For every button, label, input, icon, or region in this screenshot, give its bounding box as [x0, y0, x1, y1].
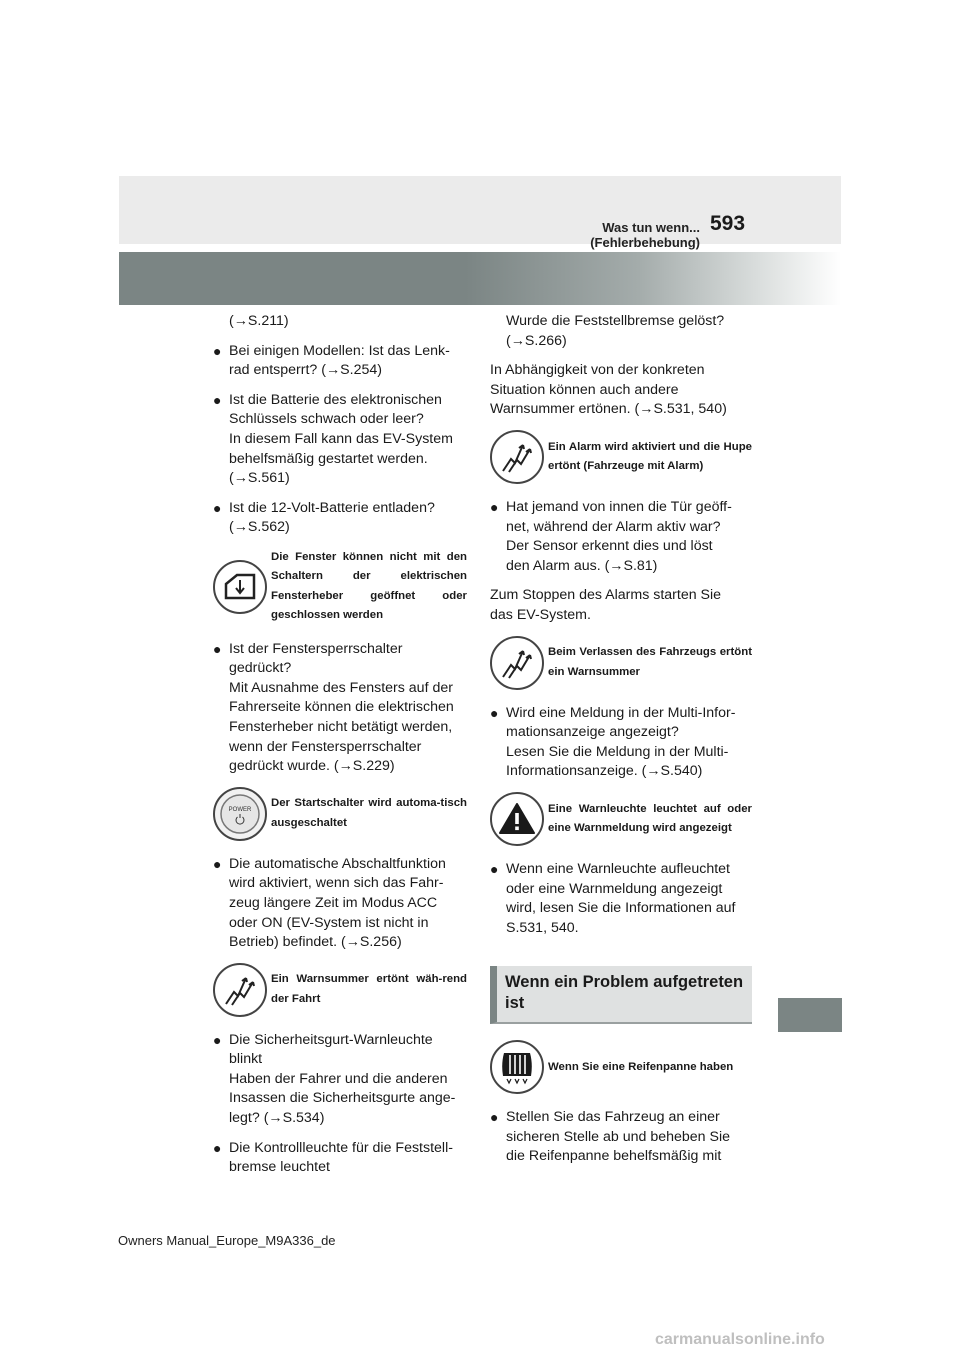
bullet-item: ● Bei einigen Modellen: Ist das Lenk- rad entsperrt? (→S.254) — [213, 342, 450, 379]
sound-wave-icon — [490, 636, 544, 690]
bullet-icon: ● — [490, 1109, 499, 1126]
bullet-icon: ● — [490, 704, 499, 721]
bullet-icon: ● — [213, 640, 222, 657]
bullet-icon: ● — [213, 1031, 222, 1048]
window-switch-icon — [213, 560, 267, 614]
bullet-icon: ● — [213, 855, 222, 872]
bullet-item: ● Ist die Batterie des elektronischen Schlüssels schwach oder leer? In diesem Fall kann das EV-System behelfsmäßig gestartet werden. (→S.561) — [213, 391, 453, 487]
bullet-icon: ● — [490, 860, 499, 877]
notice-flat-tire — [490, 1040, 752, 1094]
bullet-item: ● Die Kontrollleuchte für die Feststell- bremse leuchtet — [213, 1139, 453, 1176]
continued-text: Wurde die Feststellbremse gelöst? (→S.266) — [506, 313, 725, 349]
notice-warning-light — [490, 792, 752, 846]
power-button-icon — [213, 787, 267, 841]
sound-wave-icon — [490, 430, 544, 484]
notice-windows — [213, 548, 467, 626]
notice-text: Ein Alarm wird aktiviert und die Hupe ertönt (Fahrzeuge mit Alarm) — [548, 440, 752, 472]
flat-tire-icon — [490, 1040, 544, 1094]
bullet-item: ● Ist die 12-Volt-Batterie entladen? (→S.562) — [213, 499, 435, 536]
notice-alarm — [490, 430, 752, 484]
paragraph: In Abhängigkeit von der konkreten Situation können auch andere Warnsummer ertönen. (→S.531, 540) — [490, 362, 727, 418]
section-heading: Wenn ein Problem aufgetreten ist — [490, 966, 752, 1024]
notice-leaving-vehicle — [490, 636, 752, 690]
bullet-item: ● Wenn eine Warnleuchte aufleuchtet oder eine Warnmeldung angezeigt wird, lesen Sie die Informationen auf S.531, 540. — [490, 860, 736, 936]
notice-buzzer-driving — [213, 963, 467, 1017]
bullet-icon: ● — [213, 391, 222, 408]
watermark: carmanualsonline.info — [655, 1331, 825, 1348]
bullet-icon: ● — [213, 342, 222, 359]
paragraph: Zum Stoppen des Alarms starten Sie das EV-System. — [490, 587, 722, 623]
chapter-gradient-bar — [119, 252, 841, 305]
bullet-item: ● Ist der Fenstersperrschalter gedrückt? Mit Ausnahme des Fensters auf der Fahrerseite können die elektrischen Fensterheber nicht betätigt werden, wenn der Fenstersperrschalter gedrückt wurde. (→S.229) — [213, 640, 454, 775]
notice-text: Der Startschalter wird automa-tisch ausgeschaltet — [271, 797, 467, 829]
bullet-item: ● Hat jemand von innen die Tür geöff- net, während der Alarm aktiv war? Der Sensor erkennt dies und löst den Alarm aus. (→S.81) — [490, 498, 732, 574]
notice-text: Wenn Sie eine Reifenpanne haben — [548, 1060, 734, 1073]
chapter-tab — [778, 998, 842, 1032]
notice-text: Beim Verlassen des Fahrzeugs ertönt ein Warnsummer — [548, 646, 752, 678]
sound-wave-icon — [213, 963, 267, 1017]
page-number: 593 — [710, 212, 746, 235]
footer-manual-id: Owners Manual_Europe_M9A336_de — [118, 1233, 336, 1248]
bullet-item: ● Wird eine Meldung in der Multi-Infor- mationsanzeige angezeigt? Lesen Sie die Meldung in der Multi- Informationsanzeige. (→S.540) — [490, 704, 736, 780]
bullet-item: ● Die automatische Abschaltfunktion wird aktiviert, wenn sich das Fahr- zeug längere Zeit im Modus ACC oder ON (EV-System ist nicht in Betrieb) befindet. (→S.256) — [213, 855, 446, 951]
bullet-icon: ● — [213, 1139, 222, 1156]
bullet-item: ● Stellen Sie das Fahrzeug an einer sicheren Stelle ab und beheben Sie die Reifenpanne behelfsmäßig mit — [490, 1109, 731, 1165]
bullet-icon: ● — [213, 499, 222, 516]
notice-text: Die Fenster können nicht mit den Schaltern der elektrischen Fensterheber geöffnet oder geschlossen werden — [271, 550, 467, 622]
continued-text: (→S.211) — [229, 313, 289, 329]
power-label: POWER — [228, 806, 252, 813]
warning-triangle-icon — [490, 792, 544, 846]
running-header-title: Was tun wenn... (Fehlerbehebung) — [590, 220, 700, 250]
notice-start-switch — [213, 787, 467, 841]
notice-text: Eine Warnleuchte leuchtet auf oder eine Warnmeldung wird angezeigt — [548, 802, 752, 834]
left-column — [213, 312, 467, 1188]
bullet-item: ● Die Sicherheitsgurt-Warnleuchte blinkt Haben der Fahrer und die anderen Insassen die Sicherheitsgurte ange- legt? (→S.534) — [213, 1031, 456, 1127]
notice-text: Ein Warnsummer ertönt wäh-rend der Fahrt — [271, 973, 467, 1005]
right-column — [490, 312, 752, 1177]
bullet-icon: ● — [490, 498, 499, 515]
